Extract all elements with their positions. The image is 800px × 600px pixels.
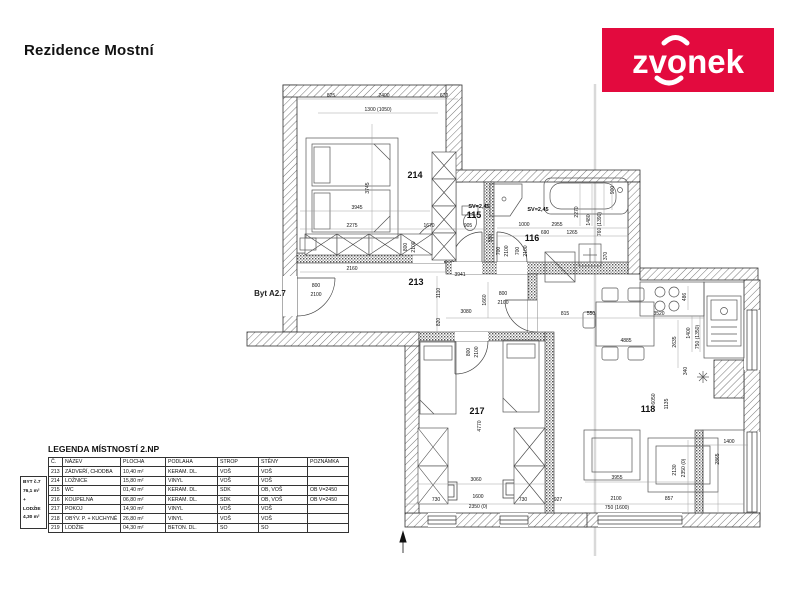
- dimension-label: 2100: [523, 245, 529, 257]
- dimension-label: 340: [683, 366, 689, 376]
- dimension-label: 815: [560, 311, 570, 317]
- ceiling-height-label: SV=2,45: [527, 207, 549, 213]
- legend-cell: 213: [49, 467, 63, 476]
- dimension-label: 2100: [497, 300, 509, 306]
- legend-cell: OB V=2450: [308, 495, 349, 504]
- double-bed: [300, 138, 398, 250]
- legend-cell: 14,90 m²: [121, 504, 166, 513]
- dimension-label: 2400: [378, 93, 390, 99]
- dimension-label: 3060: [470, 477, 482, 483]
- dimension-label: 2100: [474, 346, 480, 358]
- legend-cell: 219: [49, 523, 63, 532]
- dimension-label: 550: [586, 311, 596, 317]
- legend-cell: VOŠ: [218, 514, 259, 523]
- legend-cell: KERAM. DL.: [166, 467, 218, 476]
- dimension-label: 2130: [672, 464, 678, 476]
- dimension-label: 6050: [651, 393, 657, 405]
- dimension-label: 1265: [566, 230, 578, 236]
- walls-partition: [297, 182, 703, 513]
- legend-summary-line: 4,30 m²: [23, 515, 40, 521]
- dimension-label: 857: [664, 496, 674, 502]
- dimension-label: 486: [682, 292, 688, 302]
- bathtub: [544, 178, 628, 214]
- dimension-label: 4885: [620, 338, 632, 344]
- legend-summary-line: 76,1 m²: [23, 488, 40, 494]
- ceiling-height-label: SV=2,45: [468, 204, 490, 210]
- room-number-label: 118: [640, 404, 656, 414]
- corner-basin: [490, 184, 522, 216]
- logo-wordmark: zvonek: [632, 43, 744, 80]
- legend-cell: VOŠ: [218, 504, 259, 513]
- bed-left: [420, 342, 456, 414]
- legend-cell: BETON. DL.: [166, 523, 218, 532]
- legend-summary-line: +: [23, 497, 26, 503]
- wardrobe-217-right: [514, 428, 545, 504]
- dimension-label: 927: [553, 497, 563, 503]
- legend-cell: [308, 476, 349, 485]
- legend-summary-box: [20, 476, 47, 529]
- legend-header-cell: PLOCHA: [121, 458, 166, 467]
- dimension-label: 730: [431, 497, 441, 503]
- dimension-label: 2350 (0): [468, 504, 488, 510]
- legend-cell: 01,40 m²: [121, 486, 166, 495]
- legend-cell: [308, 523, 349, 532]
- sofa: [584, 430, 640, 480]
- dimension-label: 730: [518, 497, 528, 503]
- dimension-label: 1600: [472, 494, 484, 500]
- legend-header-cell: Č.: [49, 458, 63, 467]
- legend-cell: VOŠ: [259, 476, 308, 485]
- dimension-label: 670: [439, 93, 449, 99]
- legend-cell: VOŠ: [259, 467, 308, 476]
- dimension-label: 1480: [586, 214, 592, 226]
- legend-cell: LOŽNICE: [63, 476, 121, 485]
- dimension-label: 370: [603, 251, 609, 261]
- legend-cell: 06,80 m²: [121, 495, 166, 504]
- legend-row: [49, 495, 349, 504]
- legend-cell: SO: [259, 523, 308, 532]
- legend-summary-line: LODŽIE: [23, 506, 41, 512]
- legend-table: [48, 457, 349, 533]
- dimension-label: 3945: [351, 205, 363, 211]
- dimension-label: 905: [463, 223, 473, 229]
- legend-cell: [308, 467, 349, 476]
- dimension-label: 550: [488, 233, 494, 243]
- dimension-label: 1135: [664, 398, 670, 410]
- legend-cell: 215: [49, 486, 63, 495]
- room-number-label: 116: [524, 233, 540, 243]
- legend-cell: [308, 504, 349, 513]
- legend-header-cell: PODLAHA: [166, 458, 218, 467]
- room-number-label: 217: [469, 406, 485, 416]
- legend-row: [49, 523, 349, 532]
- dimension-label: 2955: [551, 222, 563, 228]
- dimension-label: 2100: [610, 496, 622, 502]
- dimension-label: 800: [403, 242, 409, 252]
- legend-row: [49, 476, 349, 485]
- legend-table-body: [49, 467, 349, 533]
- room-number-label: 214: [407, 170, 423, 180]
- legend-row: [49, 514, 349, 523]
- dimension-label: 690: [540, 230, 550, 236]
- legend-cell: VINYL: [166, 514, 218, 523]
- legend-cell: OBÝV. P. + KUCHYNĚ: [63, 514, 121, 523]
- dimension-label: 2275: [346, 223, 358, 229]
- dimension-label: 825: [326, 93, 336, 99]
- wardrobe-217-left: [418, 428, 448, 504]
- dimension-label: 1300 (1050): [364, 107, 392, 113]
- legend-cell: VOŠ: [218, 467, 259, 476]
- legend-cell: SDK: [218, 486, 259, 495]
- legend-cell: 15,80 m²: [121, 476, 166, 485]
- dimension-label: 2160: [346, 266, 358, 272]
- legend-header-row: [49, 458, 349, 467]
- legend-cell: SDK: [218, 495, 259, 504]
- kitchen-counter-sink: [704, 282, 744, 358]
- legend-cell: 218: [49, 514, 63, 523]
- legend-cell: 26,80 m²: [121, 514, 166, 523]
- wardrobes: [305, 152, 545, 504]
- dimension-label: 1110: [436, 287, 442, 299]
- apartment-label: Byt A2.7: [254, 289, 286, 298]
- dimension-label: 820: [436, 317, 442, 327]
- dimension-label: 750 (1600): [604, 505, 630, 511]
- legend-cell: 216: [49, 495, 63, 504]
- page-title: Rezidence Mostní: [24, 42, 154, 59]
- legend-cell: WC: [63, 486, 121, 495]
- dimension-label: 1400: [723, 439, 735, 445]
- legend-cell: VOŠ: [218, 476, 259, 485]
- dimension-label: 1660: [482, 294, 488, 306]
- legend-cell: 214: [49, 476, 63, 485]
- dimension-label: 700: [496, 246, 502, 256]
- legend-cell: OB V=2450: [308, 486, 349, 495]
- cooktop: [640, 282, 704, 316]
- legend-cell: KERAM. DL.: [166, 486, 218, 495]
- legend-cell: VINYL: [166, 476, 218, 485]
- dimension-label: 3745: [365, 182, 371, 194]
- dimension-label: 3941: [454, 272, 466, 278]
- dimension-label: 2865: [715, 453, 721, 465]
- legend-cell: OB, VOŠ: [259, 486, 308, 495]
- bed-right: [503, 340, 539, 412]
- dimension-label: 800: [466, 347, 472, 357]
- dimension-label: 900: [610, 185, 616, 195]
- room-number-label: 213: [408, 277, 424, 287]
- legend-row: [49, 486, 349, 495]
- boiler-star-icon: [697, 371, 709, 383]
- legend-header-cell: STĚNY: [259, 458, 308, 467]
- legend-header-cell: POZNÁMKA: [308, 458, 349, 467]
- dimension-label: 3955: [611, 475, 623, 481]
- wardrobe-214: [432, 152, 456, 260]
- legend-cell: OB, VOŠ: [259, 495, 308, 504]
- dimension-label: 1000: [518, 222, 530, 228]
- dining-table: [583, 288, 654, 360]
- legend-cell: 217: [49, 504, 63, 513]
- dimension-label: 2100: [504, 245, 510, 257]
- dimension-label: 2635: [672, 336, 678, 348]
- legend-cell: KERAM. DL.: [166, 495, 218, 504]
- room-number-label: 115: [466, 210, 482, 220]
- dimension-label: 2350 (0): [681, 458, 687, 478]
- legend-cell: KOUPELNA: [63, 495, 121, 504]
- dimension-label: 1400: [686, 327, 692, 339]
- legend-cell: 04,30 m²: [121, 523, 166, 532]
- legend-cell: ZÁDVEŘÍ, CHODBA: [63, 467, 121, 476]
- legend-cell: LODŽIE: [63, 523, 121, 532]
- legend-title: LEGENDA MÍSTNOSTÍ 2.NP: [48, 444, 160, 454]
- dimension-label: 3080: [460, 309, 472, 315]
- dimension-label: 1670: [423, 223, 435, 229]
- legend-cell: VINYL: [166, 504, 218, 513]
- legend-cell: SO: [218, 523, 259, 532]
- legend-cell: VOŠ: [259, 504, 308, 513]
- dimension-label: 800: [311, 283, 321, 289]
- legend-row: [49, 504, 349, 513]
- north-arrow-icon: [400, 532, 406, 553]
- dimension-label: 800: [498, 291, 508, 297]
- legend-summary-line: BYT č.7: [23, 480, 41, 485]
- legend-cell: POKOJ: [63, 504, 121, 513]
- dimension-label: 2270: [574, 206, 580, 218]
- dimension-label: 2100: [310, 292, 322, 298]
- legend-header-cell: STROP: [218, 458, 259, 467]
- dimension-label: 760 (1390): [597, 211, 603, 237]
- legend-row: [49, 467, 349, 476]
- legend-header-cell: NÁZEV: [63, 458, 121, 467]
- legend-cell: 10,40 m²: [121, 467, 166, 476]
- legend-cell: [308, 514, 349, 523]
- dimension-label: 3520: [653, 311, 665, 317]
- legend-cell: VOŠ: [259, 514, 308, 523]
- dimension-label: 4770: [477, 420, 483, 432]
- dimension-label: 750 (1350): [695, 324, 701, 350]
- dimension-label: 700: [515, 246, 521, 256]
- dimension-label: 2100: [411, 241, 417, 253]
